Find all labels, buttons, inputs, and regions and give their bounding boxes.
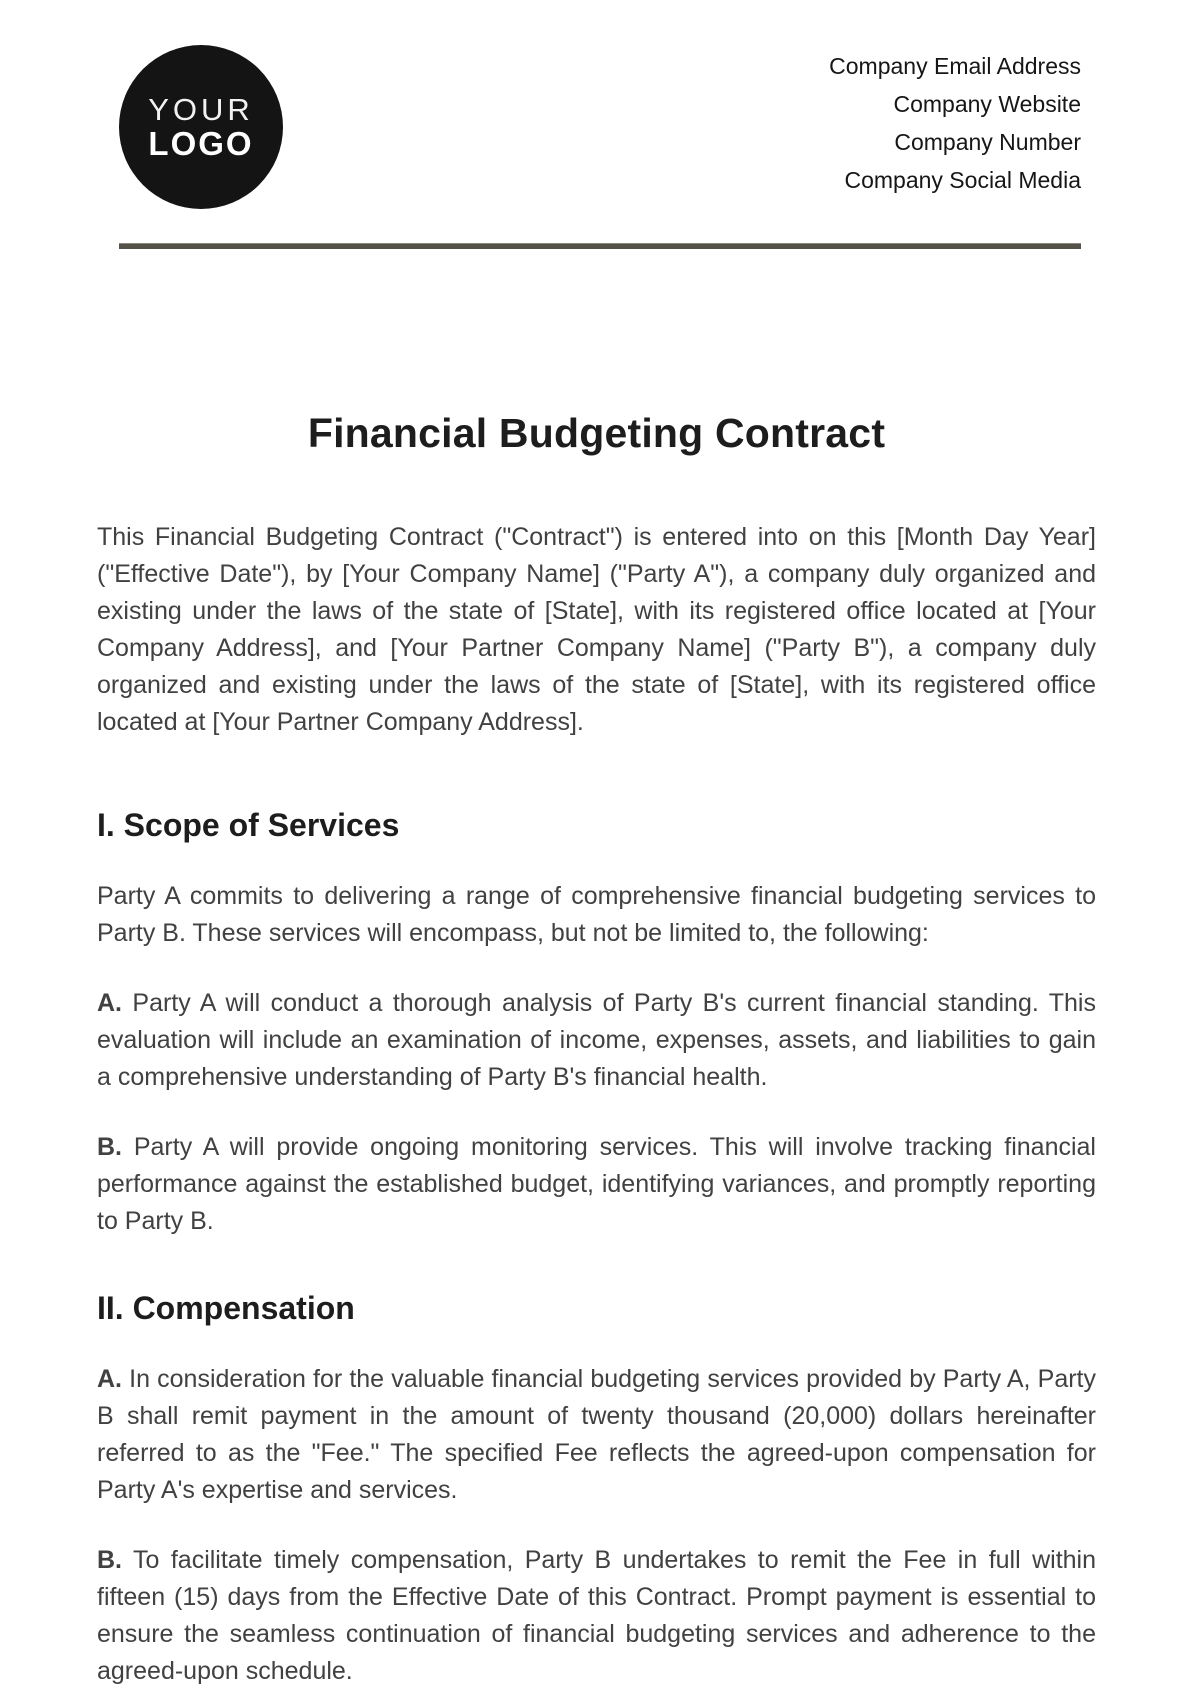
company-email-address: Company Email Address [829, 53, 1081, 79]
paragraph-text: Party A commits to delivering a range of comprehensive financial budgeting services to Party B. These services will encompass, but not be limited to, the following: [97, 882, 1096, 947]
logo-text-your: YOUR [148, 91, 254, 127]
section-scope-of-services [97, 803, 1096, 1240]
letterhead [0, 0, 1200, 209]
logo-text-logo: LOGO [148, 124, 254, 162]
clause-label-a: A. [97, 1365, 122, 1393]
company-social-media: Company Social Media [844, 167, 1081, 193]
clause-label-b: B. [97, 1133, 122, 1161]
paragraph-text: Party A will conduct a thorough analysis of Party B's current financial standing. This evaluation will include an examination of income, expenses, assets, and liabilities to gain a comprehensive understanding of Party B's financial health. [97, 989, 1096, 1091]
paragraph-text: To facilitate timely compensation, Party B undertakes to remit the Fee in full within fifteen (15) days from the Effective Date of this Contract. Prompt payment is essential to ensure the seamless continuation of financial budgeting services and adherence to the agreed-upon schedule. [97, 1546, 1097, 1685]
clause-label-b: B. [97, 1546, 122, 1574]
header-divider-rule [119, 243, 1081, 249]
scope-clause-a [97, 985, 1096, 1096]
compensation-clause-b [97, 1542, 1096, 1690]
company-website: Company Website [893, 91, 1081, 117]
compensation-clause-a [97, 1361, 1096, 1509]
company-contact-block [829, 45, 1081, 199]
company-logo [119, 45, 283, 209]
section-heading-scope: I. Scope of Services [97, 807, 400, 843]
company-number: Company Number [894, 129, 1081, 155]
contract-body [0, 404, 1200, 1690]
section-compensation [97, 1286, 1096, 1690]
clause-label-a: A. [97, 989, 122, 1017]
scope-lead-paragraph [97, 878, 1096, 952]
paragraph-text: Party A will provide ongoing monitoring services. This will involve tracking financial performance against the established budget, identifying variances, and promptly reporting to Party B. [97, 1133, 1096, 1235]
intro-paragraph: This Financial Budgeting Contract ("Contract") is entered into on this [Month Day Year] ("Effective Date"), by [Your Company Name] ("Party A"), a company duly organized and existing under the laws of the state of [State], with its registered office located at [Your Company Address], and [Your Partner Company Name] ("Party B"), a company duly organized and existing under the laws of the state of [State], with its registered office located at [Your Partner Company Address]. [97, 523, 1096, 736]
section-heading-compensation: II. Compensation [97, 1290, 355, 1326]
paragraph-text: In consideration for the valuable financial budgeting services provided by Party A, Party B shall remit payment in the amount of twenty thousand (20,000) dollars hereinafter referred to as the "Fee." The specified Fee reflects the agreed-upon compensation for Party A's expertise and services. [97, 1365, 1096, 1504]
scope-clause-b [97, 1129, 1096, 1240]
document-title: Financial Budgeting Contract [307, 410, 886, 456]
